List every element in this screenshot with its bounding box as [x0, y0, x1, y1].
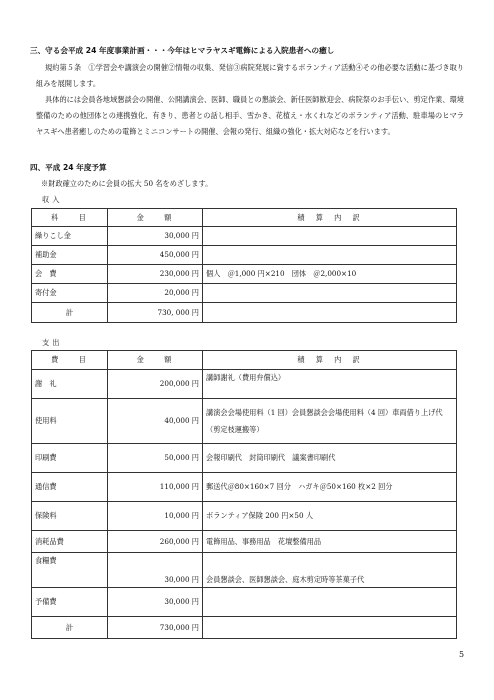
- income-header-amount: 金 額: [108, 209, 203, 227]
- income-detail: [203, 284, 457, 303]
- section3-title: 三、守る会平成 24 年度事業計画・・・今年はヒマラヤスギ電飾による入院患者への癒し: [30, 46, 335, 55]
- income-amount: 20,000 円: [108, 284, 203, 303]
- expense-item: 消耗品費: [32, 531, 108, 553]
- expense-item: 謝 礼: [32, 370, 108, 399]
- expense-amount: 40,000 円: [108, 399, 203, 444]
- expense-detail: ボランティア保険 200 円×50 人: [203, 502, 457, 531]
- table-row: [32, 370, 457, 399]
- income-total-detail: [203, 303, 457, 323]
- income-table: [31, 208, 457, 323]
- table-row: [32, 531, 457, 553]
- income-amount: 230,000 円: [108, 265, 203, 284]
- income-detail: [203, 246, 457, 265]
- table-row: [32, 265, 457, 284]
- expense-amount: 30,000 円: [108, 553, 203, 588]
- table-row: [32, 444, 457, 473]
- expense-detail: 郵送代＠80×160×7 回分 ハガキ＠50×160 枚×2 回分: [203, 473, 457, 502]
- income-total-label: 計: [32, 303, 108, 323]
- expense-header-amount: 金 額: [108, 351, 203, 370]
- income-amount: 450,000 円: [108, 246, 203, 265]
- expense-total-label: 計: [32, 617, 108, 639]
- expense-total-detail: [203, 617, 457, 639]
- income-total-row: [32, 303, 457, 323]
- table-row: [32, 588, 457, 617]
- income-amount: 30,000 円: [108, 227, 203, 246]
- income-header-item: 科 目: [32, 209, 108, 227]
- section3-paragraph-1: 規約第５条 ①学習会や講演会の開催②情報の収集、発信③病院発展に資するボランティア活動④その他必要な活動に基づき取り組みを展開します。: [36, 63, 464, 89]
- expense-amount: 200,000 円: [108, 370, 203, 399]
- expense-item: 食糧費: [32, 553, 108, 588]
- table-row: [32, 502, 457, 531]
- income-detail: [203, 227, 457, 246]
- expense-detail: 会員懇談会、医師懇談会、庭木剪定時等茶菓子代: [203, 553, 457, 588]
- expense-detail: 講演会会場使用料（1 回）会員懇談会会場使用料（4 回）車両借り上げ代（剪定枝運搬等）: [203, 399, 457, 444]
- expense-header-item: 費 目: [32, 351, 108, 370]
- income-item: 会 費: [32, 265, 108, 284]
- expense-table: [31, 350, 457, 639]
- expense-item: 印刷費: [32, 444, 108, 473]
- expense-detail: [203, 588, 457, 617]
- table-row: [32, 399, 457, 444]
- expense-amount: 110,000 円: [108, 473, 203, 502]
- income-detail: 個人 ＠1,000 円×210 団体 ＠2,000×10: [203, 265, 457, 284]
- budget-note: ※財政確立のために会員の拡大 50 名をめざします。: [41, 179, 213, 188]
- table-row: [32, 227, 457, 246]
- income-header-row: [32, 209, 457, 227]
- table-row: [32, 553, 457, 588]
- income-caption: 収入: [42, 195, 63, 204]
- table-row: [32, 284, 457, 303]
- income-item: 繰りこし金: [32, 227, 108, 246]
- income-item: 寄付金: [32, 284, 108, 303]
- expense-amount: 50,000 円: [108, 444, 203, 473]
- expense-detail: 電飾用品、事務用品 花壇整備用品: [203, 531, 457, 553]
- page-number: 5: [459, 650, 465, 659]
- table-row: [32, 473, 457, 502]
- section4-title: 四、平成 24 年度予算: [30, 163, 107, 172]
- income-total-amount: 730, 000 円: [108, 303, 203, 323]
- expense-item: 予備費: [32, 588, 108, 617]
- expense-detail: 講師謝礼（費用弁償込）: [203, 370, 457, 399]
- expense-amount: 30,000 円: [108, 588, 203, 617]
- expense-header-detail: 積 算 内 訳: [203, 351, 457, 370]
- table-row: [32, 246, 457, 265]
- expense-amount: 260,000 円: [108, 531, 203, 553]
- expense-total-row: [32, 617, 457, 639]
- expense-amount: 10,000 円: [108, 502, 203, 531]
- expense-item: 保険料: [32, 502, 108, 531]
- expense-item: 使用料: [32, 399, 108, 444]
- income-item: 補助金: [32, 246, 108, 265]
- income-header-detail: 積 算 内 訳: [203, 209, 457, 227]
- expense-total-amount: 730,000 円: [108, 617, 203, 639]
- expense-caption: 支出: [42, 338, 63, 347]
- expense-header-row: [32, 351, 457, 370]
- expense-item: 通信費: [32, 473, 108, 502]
- expense-detail: 会報印刷代 封筒印刷代 議案書印刷代: [203, 444, 457, 473]
- section3-paragraph-2: 具体的には会員各地域懇談会の開催、公開講演会、医師、職員との懇談会、新任医師歓迎会、病院祭のお手伝い、剪定作業、環境整備のための他団体との連携強化、有きり、患者との話し相手、雪かき、花植え・水くれなどのボランティア活動、駐車場のヒマラヤスギへ患者癒しのための電飾とミニコンサートの開催、会報の発行、組織の強化・拡大対応などを行います。: [36, 95, 464, 137]
